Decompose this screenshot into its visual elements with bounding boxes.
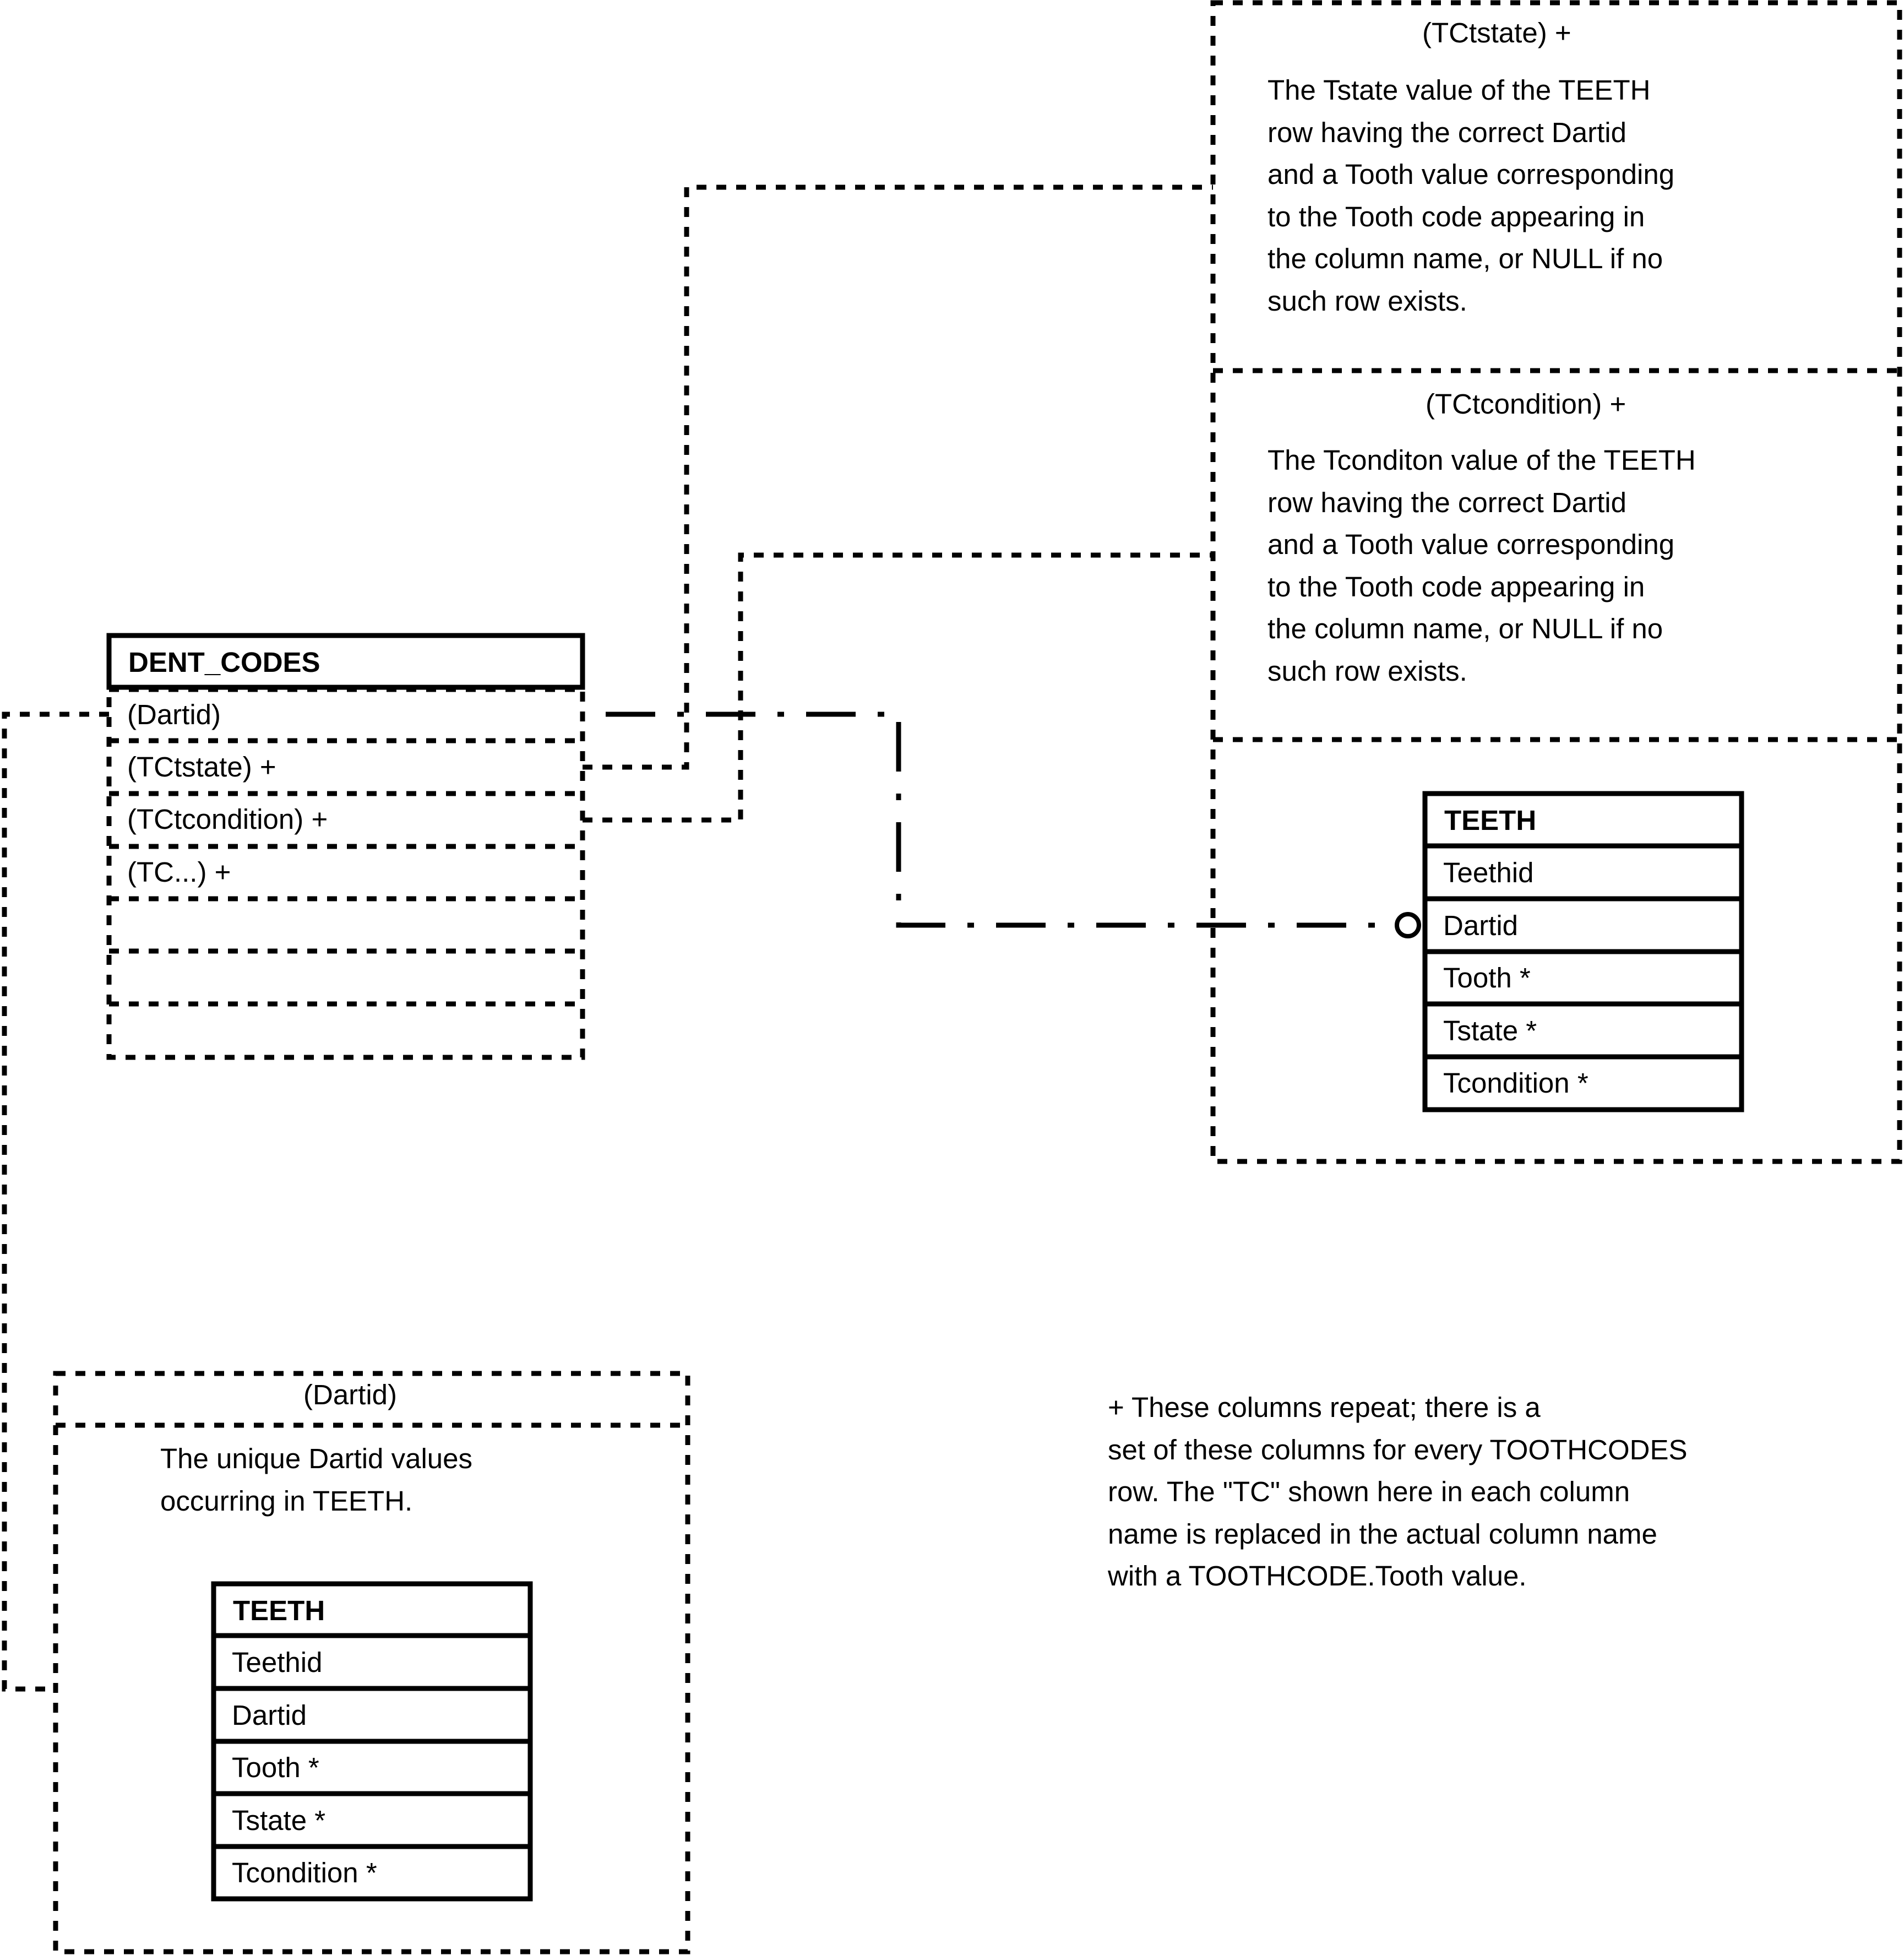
tctcondition-note-title: (TCtcondition) +: [1426, 388, 1626, 420]
teeth-bottom-row-tstate: Tstate *: [232, 1805, 326, 1836]
teeth-bottom-row-teethid: Teethid: [232, 1647, 323, 1678]
tctcondition-note-line: The Tconditon value of the TEETH: [1267, 444, 1696, 476]
connector-tctstate: [583, 187, 1213, 767]
tctstate-note-line: to the Tooth code appearing in: [1267, 200, 1645, 232]
tctcondition-note-line: such row exists.: [1267, 655, 1467, 687]
tctcondition-note-line: and a Tooth value corresponding: [1267, 529, 1675, 560]
dent-codes-row-dartid: (Dartid): [127, 699, 221, 730]
footnote-line: + These columns repeat; there is a: [1108, 1392, 1541, 1423]
tctstate-note-line: The Tstate value of the TEETH: [1267, 74, 1651, 106]
dent-codes-row-tctstate: (TCtstate) +: [127, 751, 276, 783]
tctcondition-note-line: the column name, or NULL if no: [1267, 613, 1663, 644]
teeth-right-row-tooth: Tooth *: [1443, 962, 1531, 993]
footnote-line: set of these columns for every TOOTHCODES: [1108, 1433, 1688, 1465]
tctstate-note-body: [1267, 69, 1674, 322]
tctstate-note-line: such row exists.: [1267, 285, 1467, 317]
connector-dartid: [4, 714, 109, 1689]
teeth-right-title: TEETH: [1444, 805, 1537, 836]
dent-codes-row-tc-more: (TC...) +: [127, 856, 231, 888]
tctstate-note-line: the column name, or NULL if no: [1267, 243, 1663, 274]
teeth-bottom-row-tcondition: Tcondition *: [232, 1857, 377, 1888]
tctcondition-note-line: row having the correct Dartid: [1267, 486, 1626, 518]
tctstate-note-title: (TCtstate) +: [1422, 17, 1571, 48]
tctcondition-note-body: [1267, 439, 1696, 692]
dartid-note-body: [160, 1438, 472, 1522]
teeth-right-row-dartid: Dartid: [1443, 910, 1519, 941]
teeth-bottom-row-dartid: Dartid: [232, 1699, 307, 1731]
footnote-line: row. The "TC" shown here in each column: [1108, 1476, 1630, 1507]
dent-codes-title: DENT_CODES: [128, 647, 320, 678]
tctstate-note-line: row having the correct Dartid: [1267, 116, 1626, 148]
teeth-right-row-tcondition: Tcondition *: [1443, 1067, 1589, 1099]
dent-codes-row-tctcondition: (TCtcondition) +: [127, 803, 328, 835]
connector-tctcondition: [583, 555, 1213, 820]
tctcondition-note-line: to the Tooth code appearing in: [1267, 571, 1645, 602]
footnote-line: with a TOOTHCODE.Tooth value.: [1108, 1560, 1527, 1592]
dartid-note-line: occurring in TEETH.: [160, 1485, 413, 1517]
relationship-optional-circle: [1397, 914, 1419, 936]
teeth-bottom-row-tooth: Tooth *: [232, 1752, 319, 1783]
teeth-right-row-teethid: Teethid: [1443, 857, 1534, 888]
footnote-line: name is replaced in the actual column name: [1108, 1518, 1657, 1550]
tctstate-note-line: and a Tooth value corresponding: [1267, 159, 1675, 190]
teeth-right-row-tstate: Tstate *: [1443, 1015, 1537, 1046]
dartid-note-title: (Dartid): [303, 1379, 398, 1410]
footnote: [1108, 1387, 1687, 1598]
dartid-note-line: The unique Dartid values: [160, 1443, 473, 1474]
teeth-bottom-title: TEETH: [233, 1595, 325, 1626]
